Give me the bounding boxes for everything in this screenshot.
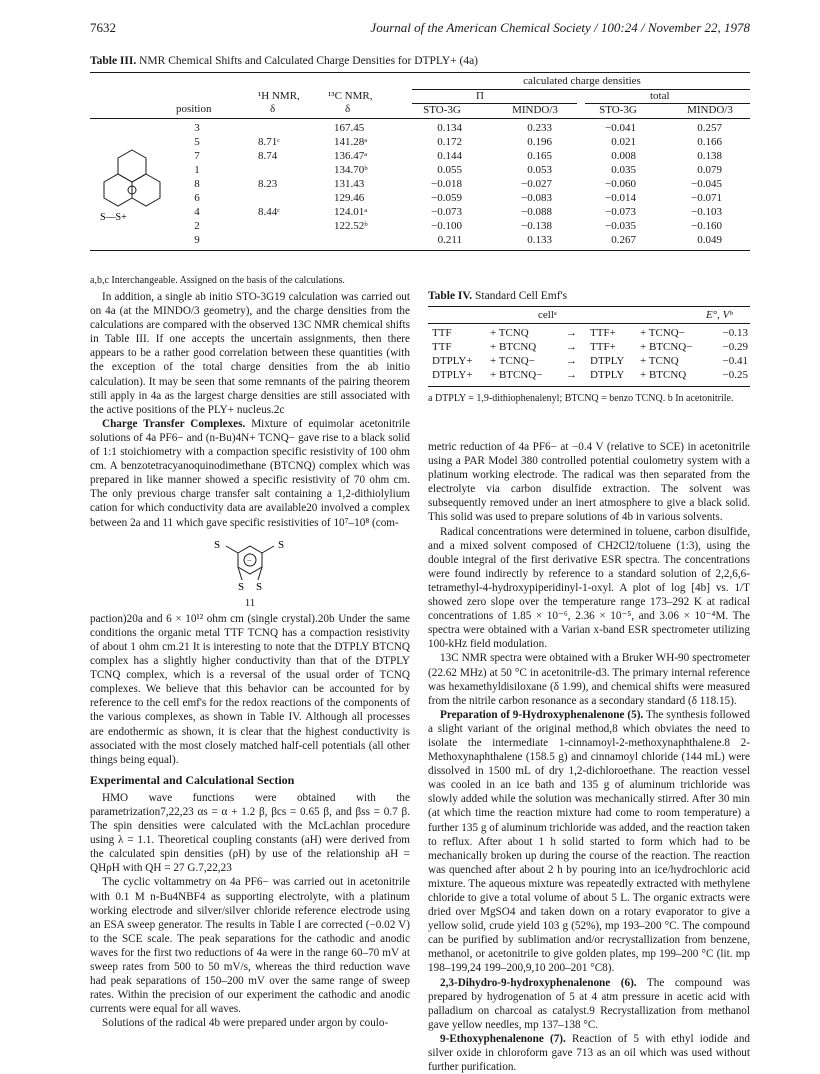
compound-11-structure [190,534,310,592]
table3-caption [90,55,478,67]
table3-col-h-delta: δ [270,103,276,115]
table3-mindo-pi: 0.196 [527,136,552,148]
table3-sto-pi: 0.172 [437,136,462,148]
table3-sto-total: −0.060 [605,178,636,190]
table4-emf: −0.29 [722,341,748,353]
paragraph: The cyclic voltammetry on 4a PF6− was carried out in acetonitrile with 0.1 M n-Bu4NBF4 as supporting electrolyte, with a platinum working electrode and silver/silver chloride reference electrode using an ESA sweep generator. The results in Table I are corrected (−0.02 V) to the SCE scale. The peak separations for the cathodic and anodic waves for the first two reductions of 4a were in the range 60–70 mV at sweep rates from 500 to 50 mV/s, whereas the third reduction wave had peak separations of 150–200 mV over the same range of sweep rates. Within the precision of our experiment the cathodic and anodic currents were equal for all waves. [90,876,410,1016]
table3-col-c-nmr: ¹³C NMR, [328,90,373,102]
table3-pos: 3 [194,122,200,134]
table3-mindo-pi: −0.027 [521,178,552,190]
table3-mindo-pi: −0.088 [521,206,552,218]
table3-col-mindo-total: MINDO/3 [687,104,733,116]
table3-mindo-total: 0.257 [697,122,722,134]
table3-pos: 1 [194,164,200,176]
journal-header: Journal of the American Chemical Society / 100:24 / November 22, 1978 [370,20,750,35]
paragraph-heading: Charge Transfer Complexes. [102,417,246,430]
table4-caption [428,290,567,302]
table3-c: 136.47ᵃ [334,150,368,162]
compound-11-figure [90,534,410,610]
paragraph-heading: 2,3-Dihydro-9-hydroxyphenalenone (6). [440,976,637,989]
table3-label: Table III. [90,55,137,67]
table3-group-rule [412,89,750,90]
table3-total-header: total [650,90,670,102]
table4-top-rule [428,306,750,307]
table4-footnote: a DTPLY = 1,9-dithiophenalenyl; BTCNQ = benzo TCNQ. b In acetonitrile. [428,393,734,404]
table3-pos: 4 [194,206,200,218]
table4-reactant: DTPLY+ [432,355,473,367]
paragraph: In addition, a single ab initio STO-3G19 calculation was carried out on 4a (at the MINDO/3 geometry), and the charge densities from the calculations are compared with the observed 13C NMR chemical shifts in Table III. If one accepts the uncertain assignments, then there appears to be a rather good correlation between these quantities (with the exception of the total charge densities from the ab initio calculation). It may be seen that some remnants of the pairing theorem still apply in 4a as the largest charge densities are still associated with the active positions of the PLY+ nucleus.2c [90,291,410,416]
table4-title: Standard Cell Emf's [474,290,568,302]
table3-pos: 8 [194,178,200,190]
dtply-structure-drawing [92,138,174,222]
table4-col-e: E°, Vᵇ [706,309,733,321]
table3-h: 8.23 [258,178,278,190]
table4-arrow: → [566,355,577,367]
table3-bottom-rule [90,250,750,251]
compound-label: 11 [244,596,256,609]
table4-product: + BTCNQ− [640,341,693,353]
table3-group-header: calculated charge densities [523,75,641,87]
table3-sto-pi: 0.211 [437,234,462,246]
table4-reactant: TTF [432,341,452,353]
table4-reactant: DTPLY+ [432,369,473,381]
table4-emf: −0.13 [722,327,748,339]
table3-pos: 2 [194,220,200,232]
table3-sto-total: 0.035 [611,164,636,176]
table3-c: 124.01ᵃ [334,206,368,218]
svg-text:S: S [238,580,245,592]
table3-mindo-total: −0.071 [691,192,722,204]
table3-sto-pi: −0.100 [431,220,462,232]
table4-col-cell: cellᵃ [538,309,557,321]
paragraph: 13C NMR spectra were obtained with a Bruker WH-90 spectrometer (22.62 MHz) at 50 °C in acetonitrile-d3. The primary internal reference was hexamethyldisiloxane (δ 1.99), and chemical shifts were measured from the nitrile carbon resonance as a secondary standard (δ 118.15). [428,652,750,707]
left-column [90,290,410,1031]
table3-h: 8.44ᶜ [258,206,281,218]
table3-col-c-delta: δ [345,103,351,115]
table3-sto-pi: 0.055 [437,164,462,176]
table4-arrow: → [566,327,577,339]
paragraph: 9-Ethoxyphenalenone (7). Reaction of 5 with ethyl iodide and silver oxide in chloroform gave 713 as an oil which was used without further purification. [428,1032,751,1074]
table3-sto-total: 0.267 [611,234,636,246]
table3-mindo-total: 0.138 [697,150,722,162]
table3-sto-pi: 0.144 [437,150,462,162]
table3-c: 131.43 [334,178,365,190]
table3-mindo-total: −0.160 [691,220,722,232]
paragraph: paction)20a and 6 × 10¹² ohm cm (single crystal).20b Under the same conditions the organic metal TTF TCNQ has a compaction resistivity of about 1 ohm cm.21 It is interesting to note that the DTPLY BTCNQ complex has a slightly higher conductivity than that of the DTPLY TCNQ complex, which is a reversal of the usual order of TCNQ complexes. We believe that this behavior can be accounted for by reference to the cell emf's for the redox reactions of the components of the various complexes, as shown in Table IV. Although all processes are endothermic as shown, it is clear that the highest conductivity is associated with the most closely matched half-cell potentials (all other things being equal). [90,612,410,766]
table4-reactant: TTF [432,327,452,339]
table3-mindo-pi: 0.133 [527,234,552,246]
table4-emf: −0.41 [722,355,748,367]
svg-text:S: S [256,580,263,592]
table4-product: TTF+ [590,341,616,353]
table4-product: DTPLY [590,369,625,381]
paragraph: Charge Transfer Complexes. Mixture of equimolar acetonitrile solutions of 4a PF6− and (n-Bu)4N+ TCNQ− gave rise to a black solid of 1:1 stoichiometry with a compaction specific resistivity of 100 ohm cm. A benzotetracyanoquinodimethane (BTCNQ) complex which was prepared in like manner showed a specific resistivity of 70 ohm cm. The only previous charge transfer salt containing a 1,2-dithiolylium cation for which conductivity data are available20 involved a complex between 2a and 11 which gave specific resistivities of 10⁷–10⁸ (com- [90,417,410,529]
svg-text:S: S [214,538,221,551]
table4-label: Table IV. [428,290,473,302]
table3-sto-pi: −0.073 [431,206,462,218]
table3-top-rule [90,72,750,73]
paragraph-heading: Preparation of 9-Hydroxyphenalenone (5). [440,708,644,721]
table3-mindo-pi: −0.138 [521,220,552,232]
table4-reactant: + BTCNQ− [490,369,543,381]
table3-c: 122.52ᵇ [334,220,368,232]
table3-col-sto-total: STO-3G [599,104,637,116]
page-number: 7632 [90,20,116,35]
table3-pos: 6 [194,192,200,204]
table3-pos: 9 [194,234,200,246]
table4-header-rule [428,323,750,324]
table3-sto-total: −0.041 [605,122,636,134]
table4-product: DTPLY [590,355,625,367]
table4-product: + TCNQ [640,355,679,367]
structure-label: S—S+ [100,212,127,222]
right-column [428,440,750,1074]
table3-pi-header: Π [476,90,484,102]
table3-h: 8.71ᶜ [258,136,281,148]
table3-mindo-total: 0.166 [697,136,722,148]
table3-h: 8.74 [258,150,278,162]
svg-text:−: − [247,555,252,565]
table4-emf: −0.25 [722,369,748,381]
section-title: Experimental and Calculational Section [90,772,295,787]
table3-mindo-pi: 0.233 [527,122,552,134]
table3-sto-pi: −0.018 [431,178,462,190]
table3-col-mindo-pi: MINDO/3 [512,104,558,116]
table3-c: 129.46 [334,192,365,204]
table3-sto-total: −0.073 [605,206,636,218]
table3-sto-total: 0.021 [611,136,636,148]
table3-sto-pi: 0.134 [437,122,462,134]
table4-product: TTF+ [590,327,616,339]
table3-mindo-total: 0.049 [697,234,722,246]
table4-product: + TCNQ− [640,327,685,339]
table4-arrow: → [566,341,577,353]
table3-footnote: a,b,c Interchangeable. Assigned on the basis of the calculations. [90,275,345,286]
table4-product: + BTCNQ [640,369,687,381]
table3-c: 167.45 [334,122,365,134]
table3-mindo-total: −0.045 [691,178,722,190]
table3-sto-total: −0.014 [605,192,636,204]
table4-reactant: + TCNQ [490,327,529,339]
table4-arrow: → [566,369,577,381]
table3-pos: 7 [194,150,200,162]
table3-col-h-nmr: ¹H NMR, [258,90,300,102]
table3-col-sto-pi: STO-3G [423,104,461,116]
paragraph-heading: 9-Ethoxyphenalenone (7). [440,1032,566,1045]
table3-mindo-total: 0.079 [697,164,722,176]
table4-reactant: + BTCNQ [490,341,537,353]
paragraph: 2,3-Dihydro-9-hydroxyphenalenone (6). The compound was prepared by hydrogenation of 5 at 4 atm pressure in acetic acid with palladium on charcoal as catalyst.9 Recrystallization from methanol gave yellow needles, mp 137–138 °C. [428,976,750,1031]
table3-c: 134.70ᵇ [334,164,368,176]
table4-bottom-rule [428,386,750,387]
table3-title: NMR Chemical Shifts and Calculated Charge Densities for DTPLY+ (4a) [139,55,478,67]
table3-c: 141.28ᵃ [334,136,368,148]
paragraph: metric reduction of 4a PF6− at −0.4 V (relative to SCE) in acetonitrile using a PAR Model 380 controlled potential coulometry system with a platinum working electrode. The radical was then separated from the electrolyte via carbon disulfide extraction. The solvent was subsequently removed under an inert atmosphere to give a black solid. This solid was used to prepare solutions of 4b in various solvents. [428,441,750,524]
table3-mindo-pi: 0.053 [527,164,552,176]
table3-pos: 5 [194,136,200,148]
table3-sto-total: 0.008 [611,150,636,162]
paragraph: Solutions of the radical 4b were prepared under argon by coulo- [102,1017,389,1030]
table3-sto-pi: −0.059 [431,192,462,204]
table3-mindo-pi: −0.083 [521,192,552,204]
table3-mindo-pi: 0.165 [527,150,552,162]
table3-col-position: position [176,103,212,115]
svg-text:S: S [278,538,285,551]
table3-sto-total: −0.035 [605,220,636,232]
table3-mindo-total: −0.103 [691,206,722,218]
paragraph: Preparation of 9-Hydroxyphenalenone (5). The synthesis followed a slight variant of the original method,8 which obviates the need to isolate the intermediate 1-cinnamoyl-2-methoxynaphthalene.8 2-Methoxynaphthalene (158.5 g) and cinnamoyl chloride (144 mL) were dissolved in 1500 mL of dry 1,2-dichloroethane. The reaction vessel was cooled in an ice bath and 135 g of aluminum trichloride was slowly added while the solution was mechanically stirred. After 30 min (at which time the reaction mixture had come to room temperature) a further 135 g of aluminum trichloride was added, and the reaction taken to reflux. After about 1 h solid started to form which had to be mechanically broken up during the course of the reaction. The reaction was quenched after about 2 h by pouring into an ice/hydrochloric acid mixture. The aqueous mixture was repeatedly extracted with methylene chloride to give a total volume of about 5 L. The organic extracts were dried over MgSO4 and taken down on a rotary evaporator to give a yellow solid, crude yield 103 g (52%), mp 193–200 °C. The compound can be purified by sublimation and/or recrystallization from benzene, methanol, or acetonitrile to give golden plates, mp 199–200 °C (lit. mp 198–199,24 199–200,9,10 200–201 °C8). [428,708,751,975]
table4-reactant: + TCNQ− [490,355,535,367]
paragraph: Radical concentrations were determined in toluene, carbon disulfide, and a mixed solvent composed of CH2Cl2/toluene (1:3), using the double integral of the first derivative ESR spectra. The concentrations were found indirectly by reference to a standard solution of 2,2,6,6-tetramethyl-4-hydroxypiperidinyl-1-oxyl. A plot of log [4b] vs. 1/T showed zero slope over the temperature range 173–292 K at radical concentrations of 1.85 × 10⁻⁶, 2.36 × 10⁻⁵, and 3.06 × 10⁻⁴M. The spectra were obtained with a Varian x-band ESR spectrometer utilizing 100-kHz field modulation. [428,525,750,651]
table3-header-rule [90,118,750,119]
paragraph: HMO wave functions were obtained with the parametrization7,22,23 αs = α + 1.2 β, βcs = 0.65 β, and βss = 0.7 β. The spin densities were calculated with the McLachlan procedure using λ = 1.1. Theoretical coupling constants (aH) were derived from the calculated spin densities (ρH) by use of the relationship aH = QHρH with QH = 27 G.7,22,23 [90,791,410,875]
